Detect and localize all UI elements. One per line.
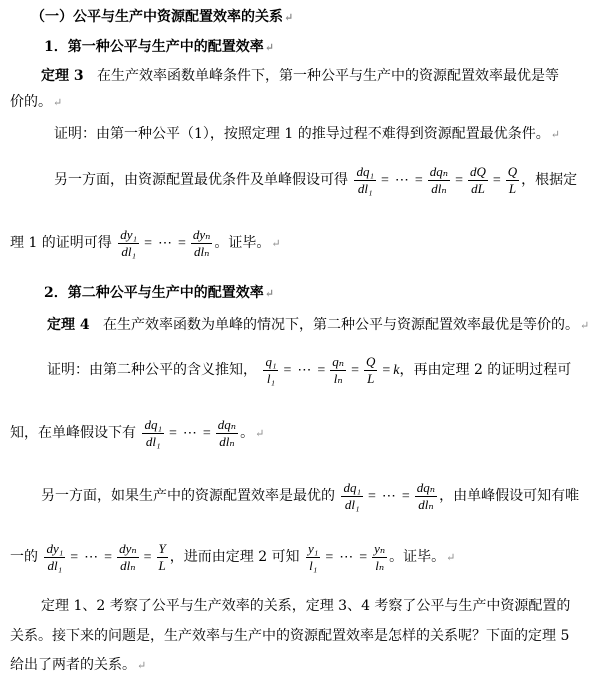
paragraph-mark: ↵ xyxy=(137,659,147,672)
paragraph-mark: ↵ xyxy=(271,237,281,250)
fraction: $\frac{\text{dq₁}}{\text{dl₁}}$ xyxy=(343,479,361,512)
proof-4-line-2: 知，在单峰假设下有 $\frac{\text{dq₁}}{\text{dl₁}}$ = ⋯ = $\frac{\text{dqₙ}}{\text{dlₙ}}$ 。↵ xyxy=(10,416,265,449)
proof-3-line-1: 证明：由第一种公平（1），按照定理 1 的推导过程不难得到资源配置最优条件。↵ xyxy=(54,126,560,142)
paragraph-line-1: 定理 1、2 考察了公平与生产效率的关系，定理 3、4 考察了公平与生产中资源配置的 xyxy=(41,598,571,614)
paragraph-mark: ↵ xyxy=(255,427,265,440)
theorem-3: 定理 3 在生产效率函数单峰条件下，第一种公平与生产中的资源配置效率最优是等 xyxy=(41,68,559,84)
fraction: $\frac{\text{y₁}}{\text{l₁}}$ xyxy=(308,540,319,573)
theorem-3-cont: 价的。↵ xyxy=(10,94,63,110)
fraction: $\frac{\text{dyₙ}}{\text{dlₙ}}$ xyxy=(119,540,137,573)
paragraph-mark: ↵ xyxy=(264,41,274,54)
subsection-heading-2: 2．第二种公平与生产中的配置效率↵ xyxy=(44,285,274,301)
fraction: $\frac{\text{dy₁}}{\text{dl₁}}$ xyxy=(46,540,64,573)
fraction: $\frac{\text{yₙ}}{\text{lₙ}}$ xyxy=(374,540,386,573)
subsection-heading-1: 1．第一种公平与生产中的配置效率↵ xyxy=(44,39,274,55)
fraction: $\frac{\text{qₙ}}{\text{lₙ}}$ xyxy=(332,353,345,386)
fraction: $\frac{\text{dq₁}}{\text{dl₁}}$ xyxy=(144,416,162,449)
proof-4-line-4: 一的 $\frac{\text{dy₁}}{\text{dl₁}}$ = ⋯ = $\frac{\text{dyₙ}}{\text{dlₙ}}$ = $\frac{Y}{L}$ ，进而由定理 2 可知 $\frac{\text{y₁}}{\text{l₁}}$ = ⋯ = $\frac{\text{yₙ}}{\text{lₙ}}$ 。证毕。↵ xyxy=(10,540,456,573)
fraction: $\frac{\text{dy₁}}{\text{dl₁}}$ xyxy=(120,226,138,259)
section-heading: （一）公平与生产中资源配置效率的关系↵ xyxy=(31,9,294,25)
paragraph-mark: ↵ xyxy=(53,96,63,109)
fraction: $\frac{\text{dqₙ}}{\text{dlₙ}}$ xyxy=(429,163,449,196)
proof-3-line-3: 理 1 的证明可得 $\frac{\text{dy₁}}{\text{dl₁}}$ = ⋯ = $\frac{\text{dyₙ}}{\text{dlₙ}}$ 。证毕。↵ xyxy=(10,226,281,259)
fraction: $\frac{\text{dqₙ}}{\text{dlₙ}}$ xyxy=(416,479,436,512)
fraction: $\frac{\text{q₁}}{\text{l₁}}$ xyxy=(265,353,277,386)
fraction: $\frac{dQ}{dL}$ xyxy=(469,163,486,196)
paragraph-mark: ↵ xyxy=(284,11,294,24)
proof-4-line-1: 证明：由第二种公平的含义推知， $\frac{\text{q₁}}{\text{l₁}}$ = ⋯ = $\frac{\text{qₙ}}{\text{lₙ}}$ = $\frac{Q}{L}$ = k，再由定理 2 的证明过程可 xyxy=(47,353,572,386)
fraction: $\frac{Y}{L}$ xyxy=(158,540,166,573)
fraction: $\frac{Q}{L}$ xyxy=(365,353,376,386)
theorem-3-label: 定理 3 xyxy=(41,68,84,84)
paragraph-line-3: 给出了两者的关系。↵ xyxy=(10,657,147,673)
proof-4-line-3: 另一方面，如果生产中的资源配置效率是最优的 $\frac{\text{dq₁}}{\text{dl₁}}$ = ⋯ = $\frac{\text{dqₙ}}{\text{dlₙ}}$ ，由单峰假设可知有唯 xyxy=(41,479,580,512)
proof-3-line-2: 另一方面，由资源配置最优条件及单峰假设可得 $\frac{\text{dq₁}}{\text{dl₁}}$ = ⋯ = $\frac{\text{dqₙ}}{\text{dlₙ}}$ = $\frac{dQ}{dL}$ = $\frac{Q}{L}$ ，根据定 xyxy=(54,163,578,196)
fraction: $\frac{\text{dq₁}}{\text{dl₁}}$ xyxy=(356,163,374,196)
theorem-4-label: 定理 4 xyxy=(47,317,90,333)
paragraph-mark: ↵ xyxy=(579,319,590,332)
paragraph-mark: ↵ xyxy=(264,287,274,300)
paragraph-mark: ↵ xyxy=(550,128,560,141)
fraction: $\frac{\text{dqₙ}}{\text{dlₙ}}$ xyxy=(217,416,237,449)
paragraph-line-2: 关系。接下来的问题是，生产效率与生产中的资源配置效率是怎样的关系呢？下面的定理 5 xyxy=(10,628,570,644)
fraction: $\frac{Q}{L}$ xyxy=(507,163,518,196)
fraction: $\frac{\text{dyₙ}}{\text{dlₙ}}$ xyxy=(192,226,211,259)
paragraph-mark: ↵ xyxy=(446,551,456,564)
theorem-4: 定理 4 在生产效率函数为单峰的情况下，第二种公平与资源配置效率最优是等价的。↵ xyxy=(47,317,590,333)
